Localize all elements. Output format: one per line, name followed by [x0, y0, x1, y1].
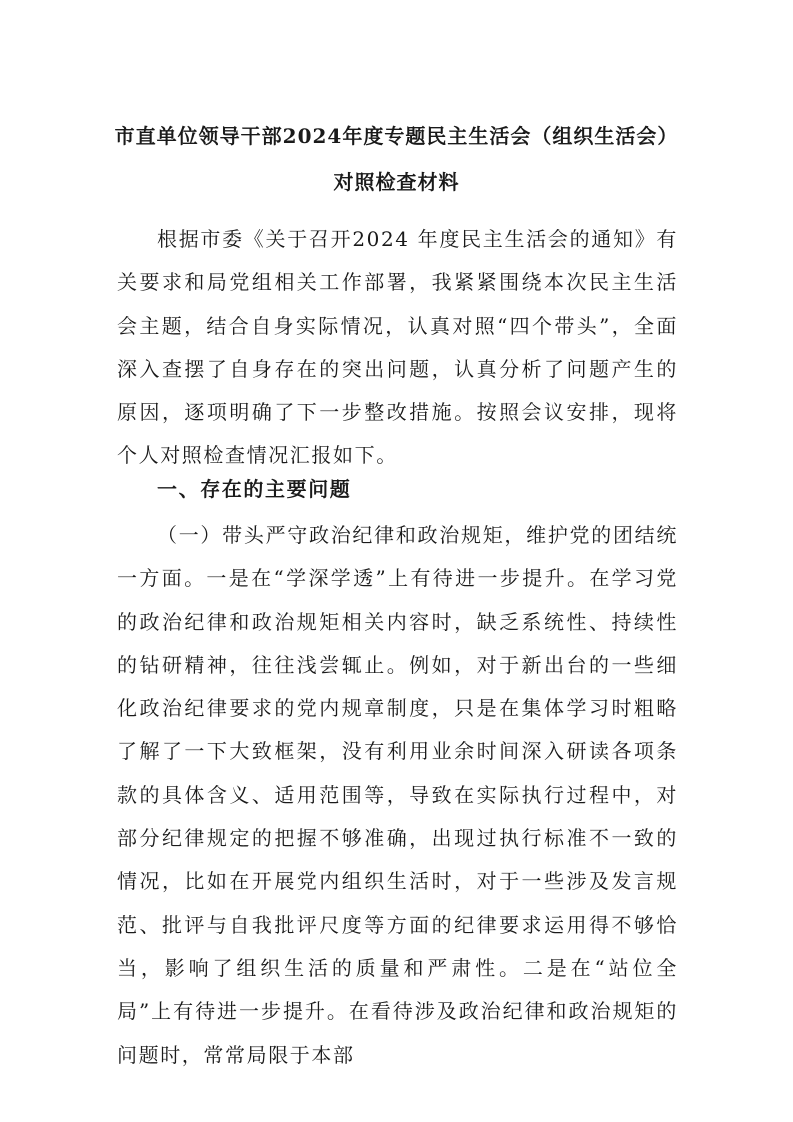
document-title-line-1: 市直单位领导干部2024年度专题民主生活会（组织生活会） [114, 124, 679, 148]
section-1-paragraph-1: （一）带头严守政治纪律和政治规矩，维护党的团结统一方面。一是在“学深学透”上有待进一步提升。在学习党的政治纪律和政治规矩相关内容时，缺乏系统性、持续性的钻研精神，往往浅尝辄止。例如，对于新出台的一些细化政治纪律要求的党内规章制度，只是在集体学习时粗略了解了一下大致框架，没有利用业余时间深入研读各项条款的具体含义、适用范围等，导致在实际执行过程中，对部分纪律规定的把握不够准确，出现过执行标准不一致的情况，比如在开展党内组织生活时，对于一些涉及发言规范、批评与自我批评尺度等方面的纪律要求运用得不够恰当，影响了组织生活的质量和严肃性。二是在“站位全局”上有待进一步提升。在看待涉及政治纪律和政治规矩的问题时，常常局限于本部 [117, 523, 678, 1067]
document-title-line-2: 对照检查材料 [333, 170, 460, 194]
intro-paragraph: 根据市委《关于召开2024 年度民主生活会的通知》有关要求和局党组相关工作部署，我紧紧围绕本次民主生活会主题，结合自身实际情况，认真对照“四个带头”，全面深入查摆了自身存在的突出问题，认真分析了问题产生的原因，逐项明确了下一步整改措施。按照会议安排，现将个人对照检查情况汇报如下。 [117, 227, 678, 468]
section-1-heading: 一、存在的主要问题 [157, 477, 352, 501]
